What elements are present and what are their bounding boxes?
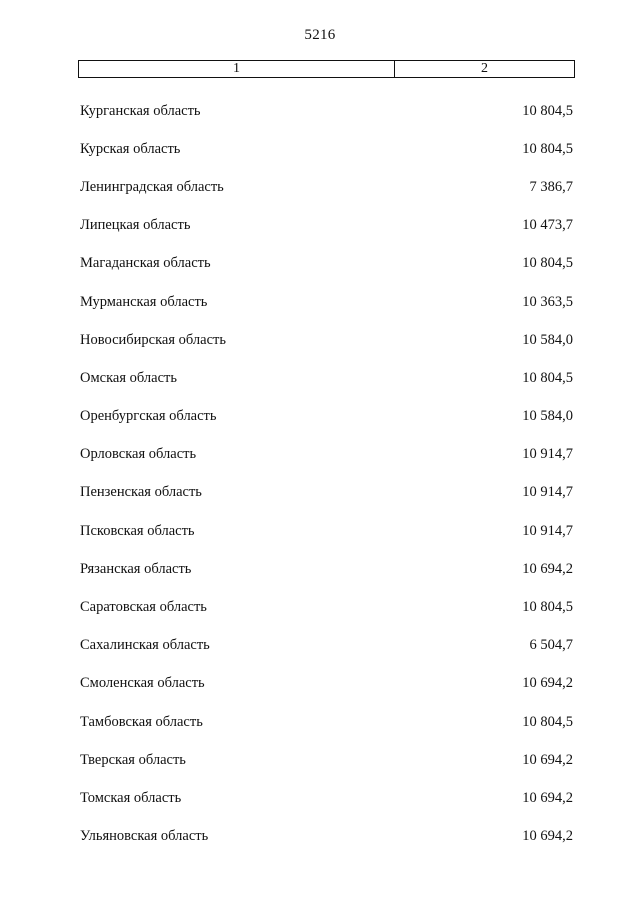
- table-row: [80, 703, 573, 741]
- region-name: Ульяновская область: [80, 828, 209, 845]
- region-name: Новосибирская область: [80, 331, 226, 348]
- region-value: 10 804,5: [522, 369, 573, 386]
- table-row: [80, 321, 573, 359]
- table-row: [80, 130, 573, 168]
- region-name: Псковская область: [80, 522, 195, 539]
- table-row: [80, 245, 573, 283]
- region-name: Липецкая область: [80, 217, 191, 234]
- region-value: 7 386,7: [529, 178, 573, 195]
- table-row: [80, 627, 573, 665]
- table-row: [80, 359, 573, 397]
- table-row: [80, 207, 573, 245]
- region-value: 10 804,5: [522, 599, 573, 616]
- region-name: Магаданская область: [80, 255, 211, 272]
- table-row: [80, 665, 573, 703]
- region-value: 10 804,5: [522, 713, 573, 730]
- table-row: [80, 92, 573, 130]
- region-name: Орловская область: [80, 446, 197, 463]
- region-value: 10 694,2: [522, 828, 573, 845]
- region-value: 10 804,5: [522, 102, 573, 119]
- table-row: [80, 398, 573, 436]
- region-name: Смоленская область: [80, 675, 205, 692]
- region-value: 10 473,7: [522, 217, 573, 234]
- region-name: Рязанская область: [80, 560, 192, 577]
- region-value: 10 694,2: [522, 789, 573, 806]
- table-row: [80, 741, 573, 779]
- region-value: 10 914,7: [522, 522, 573, 539]
- region-value: 10 694,2: [522, 560, 573, 577]
- table-row: [80, 474, 573, 512]
- region-name: Тамбовская область: [80, 713, 203, 730]
- region-name: Ленинградская область: [80, 178, 224, 195]
- region-name: Мурманская область: [80, 293, 208, 310]
- region-name: Томская область: [80, 789, 182, 806]
- header-column-1: 1: [79, 61, 395, 77]
- table-header: [78, 60, 575, 78]
- region-value: 10 694,2: [522, 675, 573, 692]
- region-value: 10 914,7: [522, 446, 573, 463]
- table-row: [80, 168, 573, 206]
- region-value: 10 584,0: [522, 408, 573, 425]
- table-row: [80, 818, 573, 856]
- region-value: 10 363,5: [522, 293, 573, 310]
- table-row: [80, 283, 573, 321]
- header-column-2: 2: [481, 61, 488, 76]
- region-value: 6 504,7: [529, 637, 573, 654]
- table-row: [80, 550, 573, 588]
- region-name: Оренбургская область: [80, 408, 217, 425]
- region-name: Курская область: [80, 140, 181, 157]
- table-body: [80, 92, 573, 856]
- region-name: Сахалинская область: [80, 637, 210, 654]
- region-value: 10 804,5: [522, 140, 573, 157]
- region-name: Саратовская область: [80, 599, 207, 616]
- table-row: [80, 512, 573, 550]
- table-row: [80, 588, 573, 626]
- region-value: 10 694,2: [522, 751, 573, 768]
- table-row: [80, 436, 573, 474]
- region-name: Омская область: [80, 369, 177, 386]
- region-value: 10 584,0: [522, 331, 573, 348]
- region-name: Тверская область: [80, 751, 186, 768]
- page-number: 5216: [304, 27, 336, 43]
- table-row: [80, 779, 573, 817]
- region-value: 10 804,5: [522, 255, 573, 272]
- region-name: Пензенская область: [80, 484, 202, 501]
- region-name: Курганская область: [80, 102, 201, 119]
- region-value: 10 914,7: [522, 484, 573, 501]
